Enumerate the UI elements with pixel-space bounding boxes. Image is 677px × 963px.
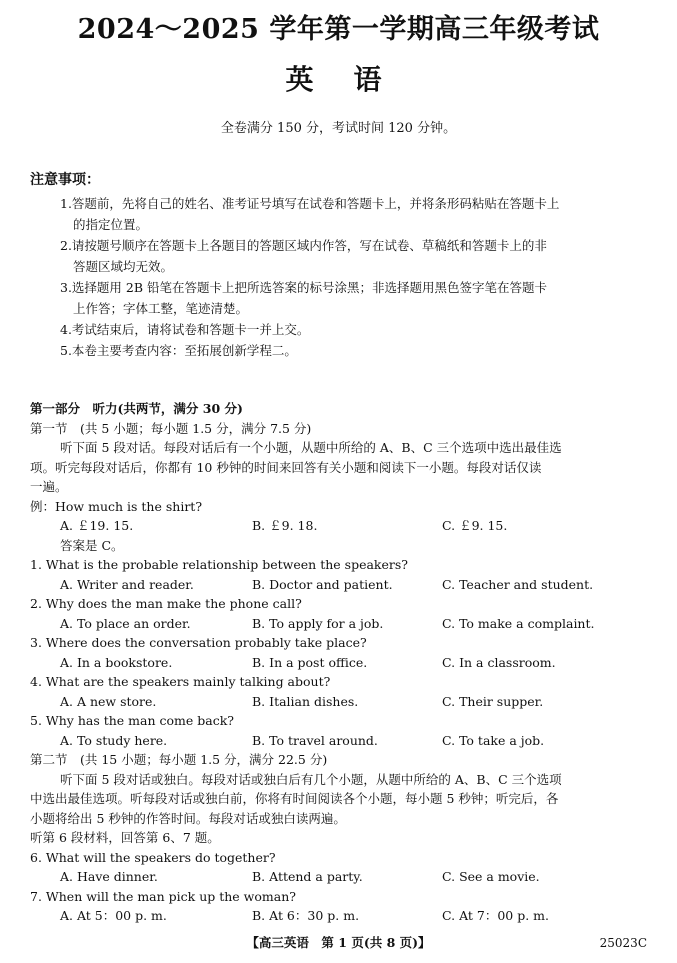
material-note: 听第 6 段材料，回答第 6、7 题。 — [30, 830, 220, 845]
score-time-line: 全卷满分 150 分，考试时间 120 分钟。 — [220, 121, 457, 136]
section2-instruction: 小题将给出 5 秒钟的作答时间。每段对话或独白读两遍。 — [30, 810, 346, 826]
note-line: 上作答；字体工整，笔迹清楚。 — [73, 301, 249, 316]
note-item — [60, 235, 652, 277]
section2-heading: 第二节 (共 15 小题；每小题 1.5 分，满分 22.5 分) — [30, 752, 328, 767]
question-options — [30, 692, 652, 712]
question-options — [30, 867, 652, 887]
question-options — [30, 731, 652, 751]
option-b: B. At 6：30 p. m. — [252, 908, 360, 923]
example-answer: 答案是 C。 — [60, 537, 124, 553]
exam-body — [30, 399, 652, 926]
section1-instruction: 项。听完每段对话后，你都有 10 秒钟的时间来回答有关小题和阅读下一小题。每段对话仅读 — [30, 459, 542, 475]
section2-instruction: 中选出最佳选项。听每段对话或独白前，你将有时间阅读各个小题，每小题 5 秒钟；听完后，各 — [30, 791, 559, 806]
option-c: C. To take a job. — [442, 732, 545, 748]
option-c: C. In a classroom. — [442, 654, 556, 670]
note-item — [60, 340, 652, 361]
option-b: B. To apply for a job. — [252, 615, 384, 631]
option-b: B. Italian dishes. — [252, 693, 359, 709]
note-line: 4.考试结束后，请将试卷和答题卡一并上交。 — [60, 322, 310, 337]
option-b: B. To travel around. — [252, 732, 378, 748]
note-line: 1.答题前，先将自己的姓名、准考证号填写在试卷和答题卡上，并将条形码粘贴在答题卡上 — [60, 196, 560, 211]
question-text: 5. Why has the man come back? — [30, 713, 234, 728]
option-c: C. At 7：00 p. m. — [442, 908, 549, 923]
option-b: B. Attend a party. — [252, 869, 363, 884]
question-text: 2. Why does the man make the phone call? — [30, 596, 302, 611]
note-item — [60, 277, 652, 319]
section1-heading: 第一节 (共 5 小题；每小题 1.5 分，满分 7.5 分) — [30, 420, 312, 436]
option-c: C. See a movie. — [442, 869, 540, 884]
option-c: C. Their supper. — [442, 693, 544, 709]
note-line: 答题区域均无效。 — [73, 259, 174, 274]
section1-instruction: 听下面 5 段对话。每段对话后有一个小题，从题中所给的 A、B、C 三个选项中选出最佳选 — [60, 440, 562, 455]
exam-subject: 英语 — [285, 63, 422, 96]
notes-heading: 注意事项： — [30, 172, 100, 188]
part1-heading: 第一部分 听力(共两节，满分 30 分) — [30, 401, 243, 416]
note-line: 2.请按题号顺序在答题卡上各题目的答题区域内作答，写在试卷、草稿纸和答题卡上的非 — [60, 238, 547, 253]
question-text: 3. Where does the conversation probably take place? — [30, 635, 367, 650]
option-c: C. To make a complaint. — [442, 615, 595, 631]
question-text: 6. What will the speakers do together? — [30, 849, 276, 865]
question-options — [30, 575, 652, 595]
section2-instruction: 听下面 5 段对话或独白。每段对话或独白后有几个小题，从题中所给的 A、B、C 三个选项 — [60, 771, 562, 787]
section1-instruction: 一遍。 — [30, 479, 68, 494]
question-options — [30, 653, 652, 673]
question-options — [30, 614, 652, 634]
exam-title: 2024～2025 学年第一学期高三年级考试 — [77, 14, 600, 45]
question-text: 1. What is the probable relationship between the speakers? — [30, 557, 408, 572]
option-a: A. Writer and reader. — [60, 576, 194, 592]
option-b: B. In a post office. — [252, 654, 368, 670]
note-line: 的指定位置。 — [73, 217, 149, 232]
option-a: A. ￡19. 15. — [60, 518, 134, 533]
option-a: A. At 5：00 p. m. — [60, 908, 167, 923]
note-item — [60, 319, 652, 340]
option-c: C. Teacher and student. — [442, 576, 594, 592]
question-text: 4. What are the speakers mainly talking about? — [30, 674, 331, 689]
note-item — [60, 193, 652, 235]
option-b: B. ￡9. 18. — [252, 518, 318, 533]
note-line: 3.选择题用 2B 铅笔在答题卡上把所选答案的标号涂黑；非选择题用黑色签字笔在答题卡 — [60, 280, 548, 295]
exam-code: 25023C — [599, 936, 647, 950]
example-question: 例：How much is the shirt? — [30, 498, 203, 514]
example-options — [30, 516, 652, 536]
page-footer: 【高三英语 第 1 页(共 8 页)】 — [246, 935, 431, 950]
question-text: 7. When will the man pick up the woman? — [30, 888, 296, 904]
question-options — [30, 906, 652, 926]
option-a: A. In a bookstore. — [60, 654, 173, 670]
option-b: B. Doctor and patient. — [252, 576, 393, 592]
notes-list — [60, 193, 652, 361]
option-a: A. To place an order. — [60, 615, 191, 631]
option-a: A. A new store. — [60, 693, 157, 709]
option-c: C. ￡9. 15. — [442, 518, 508, 533]
option-a: A. To study here. — [60, 732, 168, 748]
note-line: 5.本卷主要考查内容：至拓展创新学程二。 — [60, 343, 297, 358]
option-a: A. Have dinner. — [60, 869, 158, 884]
